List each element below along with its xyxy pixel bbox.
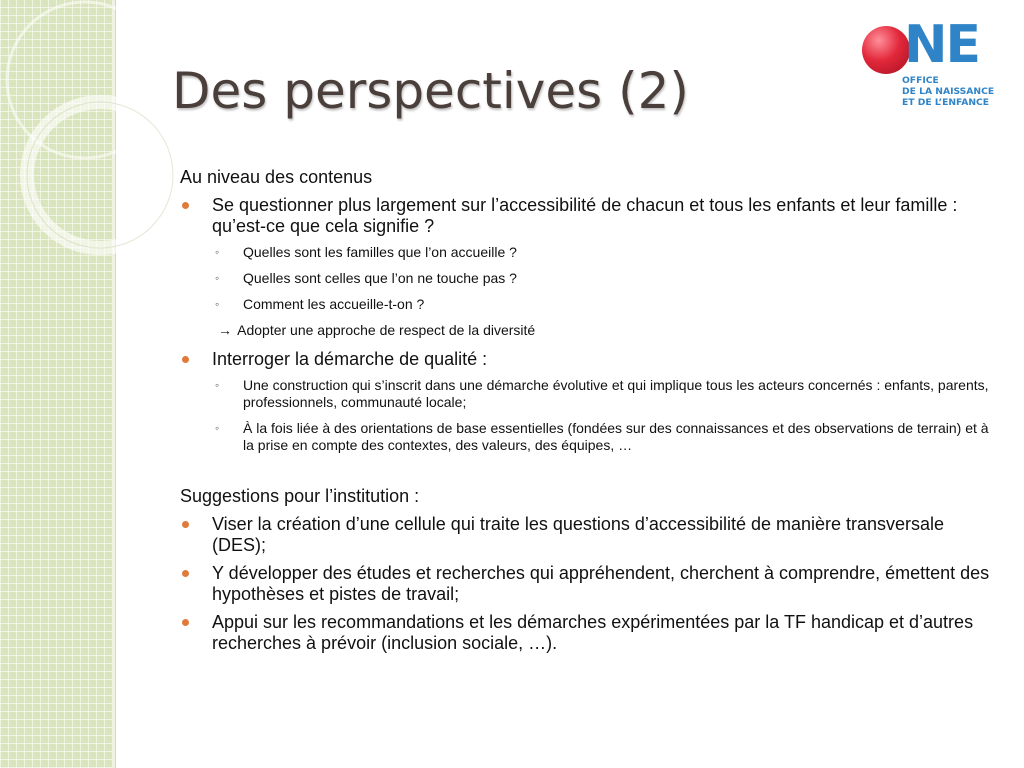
bullet-item	[180, 612, 990, 654]
decorative-arcs	[0, 0, 180, 260]
arrow-note-text: Adopter une approche de respect de la diversité	[237, 322, 536, 338]
sub-bullet-text: Une construction qui s’inscrit dans une démarche évolutive et qui implique tous les acteurs concernés : enfants, parents, professionnels, communauté locale;	[243, 377, 989, 410]
logo-letters: NE	[904, 15, 980, 75]
bullet-text: Y développer des études et recherches qui appréhendent, cherchent à comprendre, émettent des hypothèses et pistes de travail;	[212, 563, 990, 604]
circle-bullet-icon: ◦	[215, 421, 220, 435]
bullet-dot-icon	[182, 570, 189, 577]
bullet-text: Interroger la démarche de qualité :	[212, 349, 488, 369]
bullet-dot-icon	[182, 619, 189, 626]
circle-bullet-icon: ◦	[215, 297, 220, 311]
arrow-note	[180, 322, 990, 339]
bullet-dot-icon	[182, 521, 189, 528]
bullet-text: Se questionner plus largement sur l’accessibilité de chacun et tous les enfants et leur famille : qu’est-ce que cela signifie ?	[212, 195, 958, 236]
bullet-item	[180, 195, 990, 237]
bullet-item	[180, 563, 990, 605]
section-spacer	[180, 463, 990, 485]
right-arrow-icon: →	[218, 322, 232, 338]
circle-bullet-icon: ◦	[215, 378, 220, 392]
bullet-item	[180, 514, 990, 556]
logo-subtitle: OFFICE DE LA NAISSANCE ET DE L’ENFANCE	[902, 75, 995, 108]
bullet-text: Appui sur les recommandations et les démarches expérimentées par la TF handicap et d’autres recherches à prévoir (inclusion sociale, …).	[212, 612, 974, 653]
sub-bullet-item	[180, 296, 990, 313]
bullet-dot-icon	[182, 356, 189, 363]
logo-ball-icon	[862, 26, 910, 74]
circle-bullet-icon: ◦	[215, 271, 220, 285]
sub-bullet-text: Quelles sont les familles que l’on accueille ?	[243, 244, 517, 260]
slide-body	[180, 166, 990, 661]
bullet-text: Viser la création d’une cellule qui traite les questions d’accessibilité de manière transversale (DES);	[212, 514, 945, 555]
circle-bullet-icon: ◦	[215, 245, 220, 259]
sub-bullet-text: Comment les accueille-t-on ?	[243, 296, 425, 312]
section-heading-suggestions: Suggestions pour l’institution :	[180, 486, 420, 506]
slide-title: Des perspectives (2)	[172, 62, 689, 120]
sub-bullet-item	[180, 420, 990, 454]
bullet-dot-icon	[182, 202, 189, 209]
one-logo	[860, 15, 1005, 112]
sub-bullet-text: À la fois liée à des orientations de base essentielles (fondées sur des connaissances et des observations de terrain) et à la prise en compte des contextes, des valeurs, des équipes, …	[243, 420, 989, 453]
sub-bullet-item	[180, 270, 990, 287]
sub-bullet-item	[180, 244, 990, 261]
sub-bullet-item	[180, 377, 990, 411]
section-heading-contenus: Au niveau des contenus	[180, 167, 373, 187]
sub-bullet-text: Quelles sont celles que l’on ne touche pas ?	[243, 270, 517, 286]
bullet-item	[180, 349, 990, 370]
